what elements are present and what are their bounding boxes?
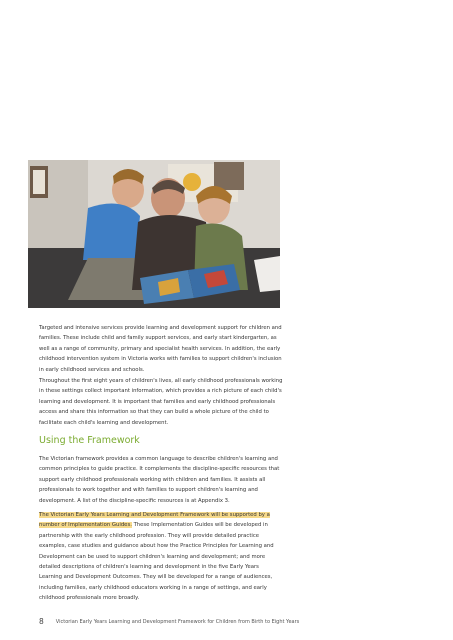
page-footer: [39, 617, 419, 626]
paragraph-first-eight-years: Throughout the first eight years of children's lives, all early childhood professionals working in these settings collect important information, which provides a rich picture of each child's learning and development. It is important that families and early childhood professionals access and share this information so that they can build a whole picture of the child to facilitate each child's learning and development.: [39, 378, 283, 426]
section-heading: Using the Framework: [39, 435, 140, 446]
intro-paragraph: [39, 323, 283, 381]
second-paragraph: [39, 376, 283, 434]
paragraph-victorian-framework: The Victorian framework provides a common language to describe children's learning and common principles to guide practice. It complements the discipline-specific resources that support early childhood professionals working with children and families. It assists all professionals to work together and with families to support children's learning and development. A list of the discipline-specific resources is at Appendix 3.: [39, 456, 280, 504]
paragraph-targeted-services: Targeted and intensive services provide learning and development support for children and families. These include child and family support services, and early start kindergarten, as well as a range of community, primary and specialist health services. In addition, the early childhood intervention system in Victoria works with families to support children's inclusion in early childhood services and schools.: [39, 325, 282, 373]
footer-title: Victorian Early Years Learning and Development Framework for Children from Birth to Eight Years: [55, 619, 300, 625]
paragraph-implementation-guides: [39, 510, 283, 604]
highlighted-sentence: The Victorian Early Years Learning and Development Framework will be supported by a number of Implementation Guides.: [39, 512, 270, 529]
paragraph-implementation-guides-rest: These Implementation Guides will be developed in partnership with the early childhood profession. They will provide detailed practice examples, case studies and guidance about how the Practice Principles for Learning and Development can be used to support children's learning and development; and more detailed descriptions of children's learning and development in the five Early Years Learning and Development Outcomes. They will be developed for a range of audiences, including families, early childhood educators working in a range of settings, and early childhood professionals more broadly.: [39, 522, 274, 602]
page-number: 8: [39, 617, 44, 626]
family-reading-photo: [28, 160, 280, 308]
fourth-paragraph: [39, 510, 283, 610]
third-paragraph: [39, 454, 283, 512]
